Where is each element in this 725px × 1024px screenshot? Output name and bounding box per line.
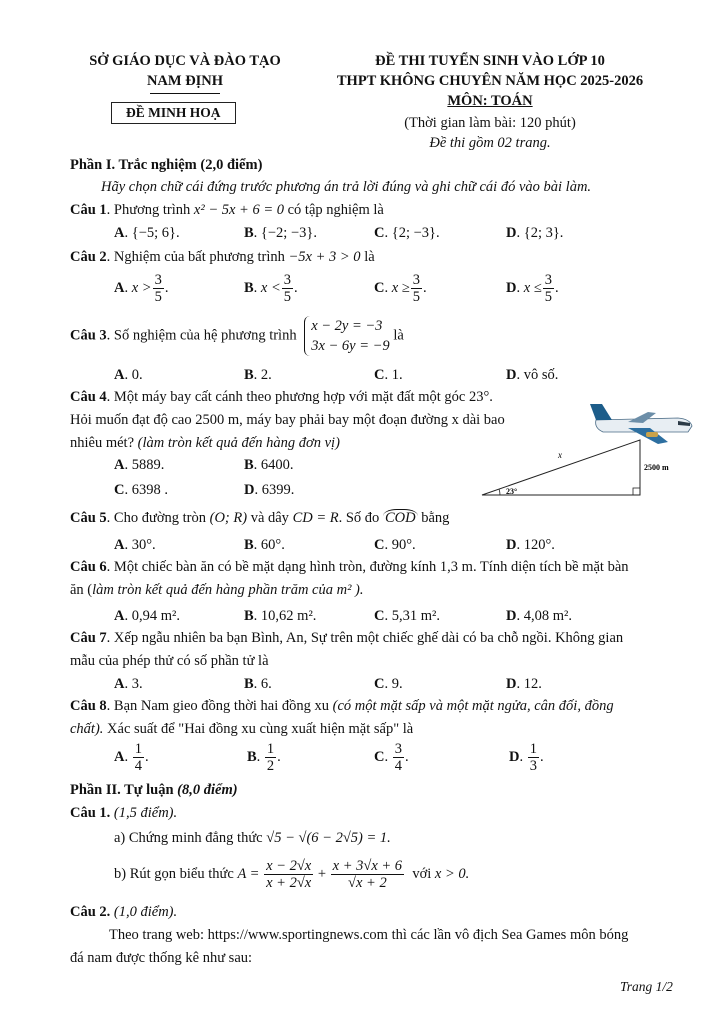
- q3-option-b[interactable]: B. 2.: [244, 367, 272, 383]
- figure-height-label: 2500 m: [644, 463, 669, 472]
- figure-angle-label: 23°: [506, 487, 518, 496]
- exam-title: ĐỀ THI TUYỂN SINH VÀO LỚP 10: [375, 53, 605, 69]
- essay-1a: a) Chứng minh đẳng thức √5 − √(6 − 2√5) = 1.: [114, 830, 391, 846]
- q7-option-a[interactable]: A. 3.: [114, 676, 143, 692]
- q3-option-a[interactable]: A. 0.: [114, 367, 143, 383]
- q5-option-d[interactable]: D. 120°.: [506, 537, 555, 553]
- q4-option-a[interactable]: A. 5889.: [114, 457, 165, 473]
- q8-option-c[interactable]: C. $\frac{3}{4}$ .: [374, 741, 409, 774]
- essay-2-line1: Theo trang web: https://www.sportingnews.com thì các lần vô địch Sea Games môn bóng: [109, 927, 629, 943]
- q2-option-d[interactable]: D. x ≤ $\frac{3}{5}$ .: [506, 272, 559, 305]
- question-5: Câu 5. Cho đường tròn (O; R) và dây CD = R. Số đo COD bằng: [70, 510, 450, 526]
- q3-option-d[interactable]: D. vô số.: [506, 367, 559, 383]
- q2-option-b[interactable]: B. x < $\frac{3}{5}$ .: [244, 272, 298, 305]
- question-3: Câu 3. Số nghiệm của hệ phương trình x − 2y = −3 3x − 6y = −9 là: [70, 318, 404, 354]
- q1-option-d[interactable]: D. {2; 3}.: [506, 225, 564, 241]
- page-footer: Trang 1/2: [620, 979, 673, 994]
- q8-option-b[interactable]: B. $\frac{1}{2}$ .: [247, 741, 281, 774]
- question-7-line2: mẫu của phép thử có số phần tử là: [70, 653, 269, 669]
- question-2: Câu 2. Nghiệm của bất phương trình −5x + 3 > 0 là: [70, 249, 375, 265]
- airplane-icon: [590, 404, 692, 444]
- essay-1b: b) Rút gọn biểu thức A = $\frac{x - 2√x}{x + 2√x}$ + $\frac{x + 3√x + 6}{√x + 2}$ với x > 0.: [114, 858, 470, 891]
- question-4-line3: nhiêu mét? (làm tròn kết quả đến hàng đơn vị): [70, 435, 340, 451]
- exam-subtitle: THPT KHÔNG CHUYÊN NĂM HỌC 2025-2026: [336, 73, 644, 89]
- q1-option-b[interactable]: B. {−2; −3}.: [244, 225, 317, 241]
- q5-option-c[interactable]: C. 90°.: [374, 537, 416, 553]
- q8-option-d[interactable]: D. $\frac{1}{3}$ .: [509, 741, 544, 774]
- q2-option-a[interactable]: A. x > $\frac{3}{5}$ .: [114, 272, 169, 305]
- airplane-triangle-figure: [478, 398, 710, 500]
- q6-option-d[interactable]: D. 4,08 m².: [506, 608, 572, 624]
- q4-option-b[interactable]: B. 6400.: [244, 457, 294, 473]
- question-4-line2: Hỏi muốn đạt độ cao 2500 m, máy bay phải bay một đoạn đường x dài bao: [70, 412, 505, 428]
- q3-option-c[interactable]: C. 1.: [374, 367, 403, 383]
- q5-option-a[interactable]: A. 30°.: [114, 537, 156, 553]
- q8-option-a[interactable]: A. $\frac{1}{4}$ .: [114, 741, 149, 774]
- q6-option-c[interactable]: C. 5,31 m².: [374, 608, 440, 624]
- question-6-line1: Câu 6. Một chiếc bàn ăn có bề mặt dạng hình tròn, đường kính 1,3 m. Tính diện tích bề mặt bàn: [70, 559, 629, 575]
- q2-option-c[interactable]: C. x ≥ $\frac{3}{5}$ .: [374, 272, 427, 305]
- question-6-line2: ăn (làm tròn kết quả đến hàng phần trăm của m² ).: [70, 582, 364, 598]
- sample-exam-badge: ĐỀ MINH HOẠ: [111, 102, 236, 124]
- question-7-line1: Câu 7. Xếp ngẫu nhiên ba bạn Bình, An, Sự trên một chiếc ghế dài có ba chỗ ngồi. Không gian: [70, 630, 624, 646]
- question-8-line2: chất). Xác suất để "Hai đồng xu cùng xuất hiện mặt sấp" là: [70, 721, 414, 737]
- question-1: Câu 1. Phương trình x² − 5x + 6 = 0 có tập nghiệm là: [70, 202, 384, 218]
- province-name: NAM ĐỊNH: [146, 73, 224, 89]
- essay-2-header: Câu 2. (1,0 điểm).: [70, 904, 178, 920]
- q7-option-c[interactable]: C. 9.: [374, 676, 403, 692]
- essay-1-header: Câu 1. (1,5 điểm).: [70, 805, 178, 821]
- part1-title: Phần I. Trắc nghiệm (2,0 điểm): [70, 157, 263, 173]
- q7-option-b[interactable]: B. 6.: [244, 676, 272, 692]
- header-divider: [150, 93, 220, 94]
- essay-2-line2: đá nam được thống kê như sau:: [70, 950, 253, 966]
- q6-option-b[interactable]: B. 10,62 m².: [244, 608, 317, 624]
- part2-title: Phần II. Tự luận (8,0 điểm): [70, 782, 238, 798]
- q1-option-a[interactable]: A. {−5; 6}.: [114, 225, 180, 241]
- subject: MÔN: TOÁN: [447, 93, 533, 109]
- q4-option-d[interactable]: D. 6399.: [244, 482, 295, 498]
- figure-x-label: x: [558, 450, 562, 460]
- part1-instruction: Hãy chọn chữ cái đứng trước phương án trả lời đúng và ghi chữ cái đó vào bài làm.: [101, 179, 592, 195]
- page-count: Đề thi gồm 02 trang.: [429, 135, 551, 151]
- question-8-line1: Câu 8. Bạn Nam gieo đồng thời hai đồng xu (có một mặt sấp và một mặt ngửa, cân đối, đồng: [70, 698, 614, 714]
- question-4-line1: Câu 4. Một máy bay cất cánh theo phương hợp với mặt đất một góc 23°.: [70, 389, 493, 405]
- q5-option-b[interactable]: B. 60°.: [244, 537, 285, 553]
- q1-option-c[interactable]: C. {2; −3}.: [374, 225, 440, 241]
- time-limit: (Thời gian làm bài: 120 phút): [404, 115, 576, 131]
- q7-option-d[interactable]: D. 12.: [506, 676, 542, 692]
- q4-option-c[interactable]: C. 6398 .: [114, 482, 168, 498]
- q6-option-a[interactable]: A. 0,94 m².: [114, 608, 180, 624]
- department-name: SỞ GIÁO DỤC VÀ ĐÀO TẠO: [89, 53, 281, 69]
